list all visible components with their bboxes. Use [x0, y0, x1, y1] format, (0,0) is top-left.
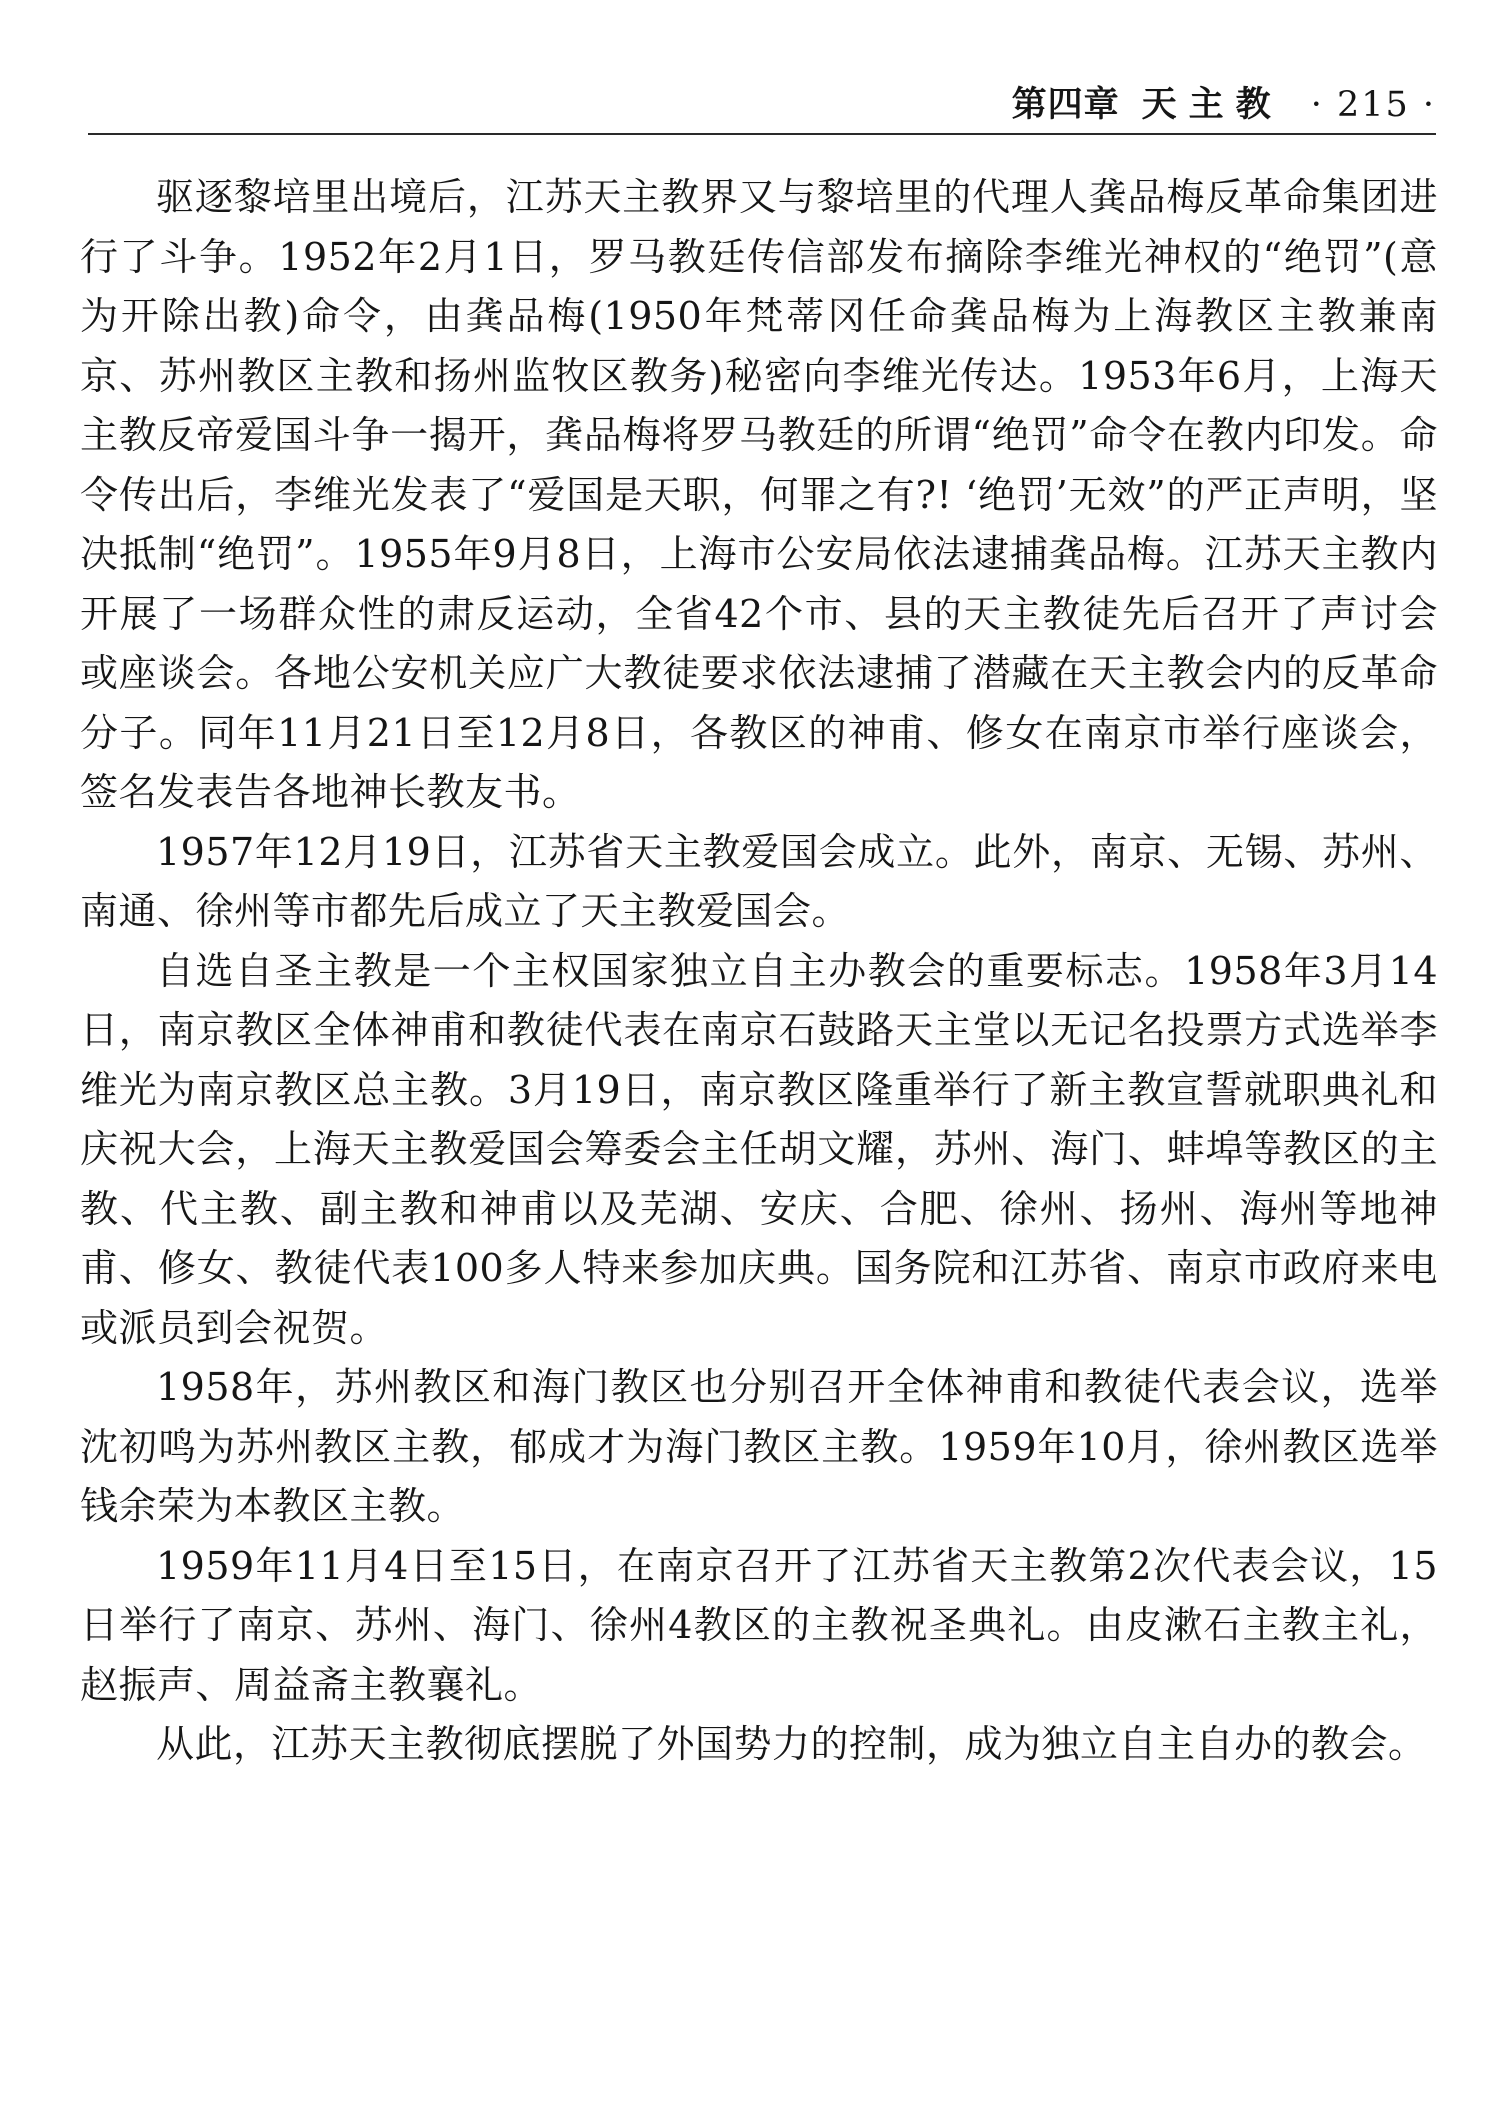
body-text [80, 168, 1438, 1775]
paragraph-suzhou-haimen-xuzhou: 1958年，苏州教区和海门教区也分别召开全体神甫和教徒代表会议，选举沈初鸣为苏州教区主教，郁成才为海门教区主教。1959年10月，徐州教区选举钱余荣为本教区主教。 [80, 1365, 1438, 1528]
paragraph-self-selected-bishop: 自选自圣主教是一个主权国家独立自主办教会的重要标志。1958年3月14日，南京教区全体神甫和教徒代表在南京石鼓路天主堂以无记名投票方式选举李维光为南京教区总主教。3月19日，南京教区隆重举行了新主教宣誓就职典礼和庆祝大会，上海天主教爱国会筹委会主任胡文耀，苏州、海门、蚌埠等教区的主教、代主教、副主教和神甫以及芜湖、安庆、合肥、徐州、扬州、海州等地神甫、修女、教徒代表100多人特来参加庆典。国务院和江苏省、南京市政府来电或派员到会祝贺。 [80, 948, 1438, 1350]
paragraph-expulsion-struggle: 驱逐黎培里出境后，江苏天主教界又与黎培里的代理人龚品梅反革命集团进行了斗争。1952年2月1日，罗马教廷传信部发布摘除李维光神权的“绝罚”(意为开除出教)命令，由龚品梅(1950年梵蒂冈任命龚品梅为上海教区主教兼南京、苏州教区主教和扬州监牧区教务)秘密向李维光传达。1953年6月，上海天主教反帝爱国斗争一揭开，龚品梅将罗马教廷的所谓“绝罚”命令在教内印发。命令传出后，李维光发表了“爱国是天职，何罪之有?! ‘绝罚’无效”的严正声明，坚决抵制“绝罚”。1955年9月8日，上海市公安局依法逮捕龚品梅。江苏天主教内开展了一场群众性的肃反运动，全省42个市、县的天主教徒先后召开了声讨会或座谈会。各地公安机关应广大教徒要求依法逮捕了潜藏在天主教会内的反革命分子。同年11月21日至12月8日，各教区的神甫、修女在南京市举行座谈会，签名发表告各地神长教友书。 [80, 175, 1438, 814]
paragraph-patriotic-association: 1957年12月19日，江苏省天主教爱国会成立。此外，南京、无锡、苏州、南通、徐州等市都先后成立了天主教爱国会。 [80, 829, 1438, 933]
chapter-title: 天主教 [1141, 85, 1283, 125]
paragraph-second-congress: 1959年11月4日至15日，在南京召开了江苏省天主教第2次代表会议，15日举行了南京、苏州、海门、徐州4教区的主教祝圣典礼。由皮漱石主教主礼，赵振声、周益斋主教襄礼。 [80, 1543, 1438, 1707]
chapter-label: 第四章 [1011, 85, 1120, 125]
paragraph-conclusion: 从此，江苏天主教彻底摆脱了外国势力的控制，成为独立自主自办的教会。 [156, 1722, 1427, 1766]
page-number: · 215 · [1310, 85, 1436, 125]
running-head [88, 82, 1436, 134]
header-rule [88, 133, 1436, 135]
header-text [1012, 82, 1436, 128]
